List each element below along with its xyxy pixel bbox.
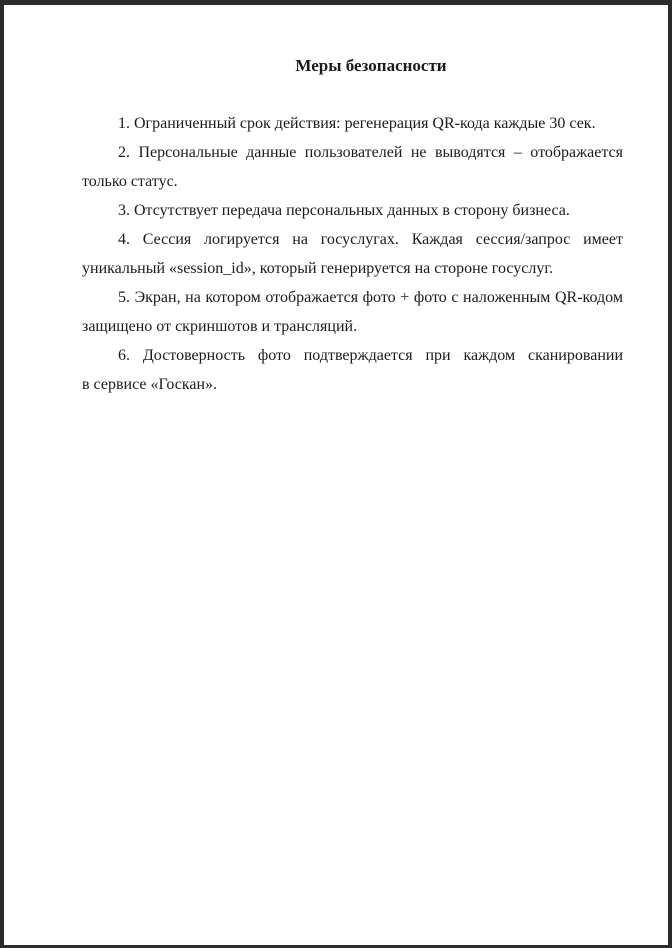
blank-line bbox=[82, 80, 623, 109]
text-line: 5. Экран, на котором отображается фото + фото с наложенным QR-кодом bbox=[118, 289, 623, 306]
document-page bbox=[4, 5, 668, 945]
text-line: уникальный «session_id», который генерируется на стороне госуслуг. bbox=[82, 260, 554, 277]
text-line: 1. Ограниченный срок действия: регенерация QR-кода каждые 30 сек. bbox=[118, 115, 596, 132]
list-item-2 bbox=[82, 138, 623, 196]
text-line: в сервисе «Госкан». bbox=[82, 376, 218, 393]
text-line: только статус. bbox=[82, 173, 178, 190]
text-line: 3. Отсутствует передача персональных данных в сторону бизнеса. bbox=[118, 202, 570, 219]
document-content bbox=[82, 51, 623, 399]
text-line: 4. Сессия логируется на госуслугах. Каждая сессия/запрос имеет bbox=[118, 231, 623, 248]
list-item-3 bbox=[82, 196, 623, 225]
text-line: 6. Достоверность фото подтверждается при каждом сканировании bbox=[118, 347, 623, 364]
list-item-1 bbox=[82, 109, 623, 138]
list-item-6 bbox=[82, 341, 623, 399]
document-title: Меры безопасности bbox=[295, 56, 447, 75]
list-item-4 bbox=[82, 225, 623, 283]
text-line: защищено от скриншотов и трансляций. bbox=[82, 318, 358, 335]
text-line: 2. Персональные данные пользователей не выводятся – отображается bbox=[118, 144, 623, 161]
list-item-5 bbox=[82, 283, 623, 341]
